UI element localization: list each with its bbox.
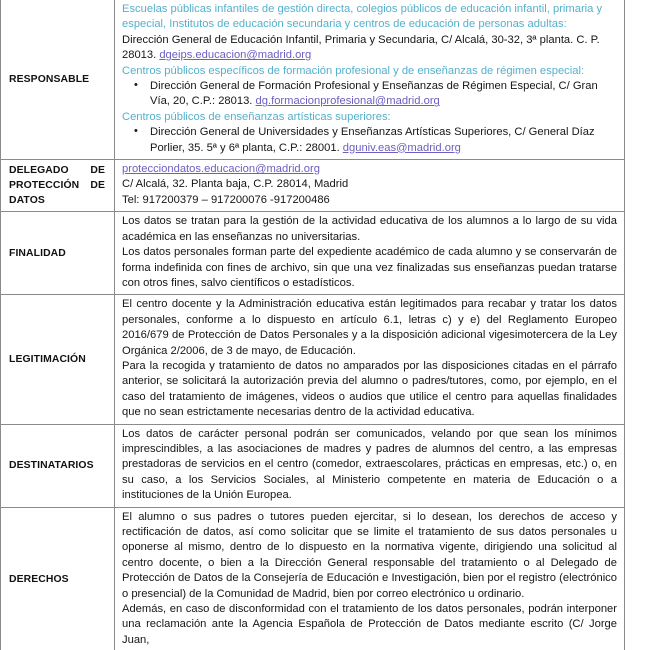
destinatarios-paragraph-1: Los datos de carácter personal podrán ser comunicados, velando por que sean los mínimos imprescindibles, a las asociaciones de madres y padres de alumnos del centro, a las empresas prestadoras de servicios en el centro (comedor, extraescolares, prácticas en empresas, etc.) o, en su caso, a los Servicios Sociales, al Ministerio competente en materia de Educación o a instituciones de la Unión Europea. — [122, 427, 617, 502]
table-row-derechos — [1, 507, 625, 650]
table-row-responsable — [1, 0, 625, 160]
responsable-bullet-list-2 — [122, 125, 617, 156]
responsable-bullet-1-text: Dirección General de Formación Profesional y Enseñanzas de Régimen Especial, C/ Gran Vía, 20, C.P.: 28013. — [150, 80, 598, 108]
table-row-legitimacion — [1, 295, 625, 424]
responsable-bullet-list-1 — [122, 79, 617, 110]
legitimacion-paragraph-1: El centro docente y la Administración educativa están legitimados para recabar y tratar los datos personales, conforme a lo dispuesto en artículo 6.1, letras c) y e) del Reglamento Europeo 2016/679 de Protección de Datos Personales y a la disposición adicional vigesimotercera de la Ley Orgánica 2/2006, de 3 de mayo, de Educación. — [122, 298, 617, 357]
table-row-destinatarios — [1, 424, 625, 507]
list-item — [122, 79, 617, 110]
finalidad-paragraph-2: Los datos personales forman parte del expediente académico de cada alumno y se conservarán de forma indefinida con fines de archivo, sin que una vez finalizadas sus enseñanzas puedan tratarse con otros fines, salvo científicos o estadísticos. — [122, 246, 617, 289]
row-content-responsable — [115, 0, 625, 160]
row-content-delegado-proteccion-datos — [115, 160, 625, 212]
row-label-legitimacion: LEGITIMACIÓN — [1, 295, 115, 424]
row-label-destinatarios: DESTINATARIOS — [1, 424, 115, 507]
row-content-finalidad — [115, 212, 625, 295]
row-content-legitimacion — [115, 295, 625, 424]
derechos-paragraph-1: El alumno o sus padres o tutores pueden ejercitar, si lo desean, los derechos de acceso y rectificación de datos, así como solicitar que se limite el tratamiento de sus datos personales u oponerse al mismo, dentro de lo dispuesto en la normativa vigente, dirigiendo una solicitud al centro docente, o bien a la Dirección General responsable del tratamiento o al Delegado de Protección de Datos de la Consejería de Educación e Investigación, bien por el registro (electrónico o presencial) de la Comunidad de Madrid, bien por correo electrónico u ordinario. — [122, 510, 617, 600]
delegado-email-line — [122, 162, 617, 177]
email-link-protecciondatos[interactable]: protecciondatos.educacion@madrid.org — [122, 163, 320, 176]
row-label-delegado-proteccion-datos: DELEGADO DE PROTECCIÓN DE DATOS — [1, 160, 115, 212]
responsable-bullet-2-text: Dirección General de Universidades y Enseñanzas Artísticas Superiores, C/ General Díaz Porlier, 35. 5ª y 6ª planta, C.P.: 28001. — [150, 126, 595, 154]
row-content-destinatarios — [115, 424, 625, 507]
list-item — [122, 125, 617, 156]
derechos-paragraph-2: Además, en caso de disconformidad con el tratamiento de los datos personales, podrán interponer una reclamación ante la Agencia Española de Protección de Datos mediante escrito (C/ Jorge Juan, — [122, 603, 617, 646]
table-row-finalidad — [1, 212, 625, 295]
row-content-derechos — [115, 507, 625, 650]
email-link-dgeips[interactable]: dgeips.educacion@madrid.org — [159, 49, 312, 62]
delegado-phone: Tel: 917200379 – 917200076 -917200486 — [122, 193, 330, 206]
row-label-finalidad: FINALIDAD — [1, 212, 115, 295]
finalidad-paragraph-1: Los datos se tratan para la gestión de la actividad educativa de los alumnos a lo largo de su vida académica en las enseñanzas no universitarias. — [122, 215, 617, 243]
delegado-address: C/ Alcalá, 32. Planta baja, C.P. 28014, Madrid — [122, 178, 349, 191]
responsable-heading-2: Centros públicos específicos de formación profesional y de enseñanzas de régimen especial: — [122, 64, 585, 77]
responsable-heading-1: Escuelas públicas infantiles de gestión directa, colegios públicos de educación infantil, primaria y especial, Institutos de educación secundaria y centros de educación de personas adultas: — [122, 3, 603, 31]
email-link-dguniv[interactable]: dguniv.eas@madrid.org — [342, 141, 461, 154]
responsable-heading-3: Centros públicos de enseñanzas artísticas superiores: — [122, 110, 391, 123]
table-row-delegado-proteccion-datos — [1, 160, 625, 212]
responsable-paragraph-1 — [122, 33, 617, 64]
row-label-responsable: RESPONSABLE — [1, 0, 115, 160]
row-label-derechos: DERECHOS — [1, 507, 115, 650]
responsable-paragraph-1-text: Dirección General de Educación Infantil, Primaria y Secundaria, C/ Alcalá, 30-32, 3ª planta. C. P. 28013. — [122, 33, 600, 62]
email-link-formacionprofesional[interactable]: dg.formacionprofesional@madrid.org — [255, 95, 440, 108]
legitimacion-paragraph-2: Para la recogida y tratamiento de datos no amparados por las disposiciones citadas en el párrafo anterior, se solicitará la autorización previa del alumno o padres/tutores, como, por ejemplo, en el caso del tratamiento de imágenes, videos o audios que utilice el centro para aquellas finalidades que no sean estrictamente necesarias dentro de la actividad educativa. — [122, 359, 617, 419]
